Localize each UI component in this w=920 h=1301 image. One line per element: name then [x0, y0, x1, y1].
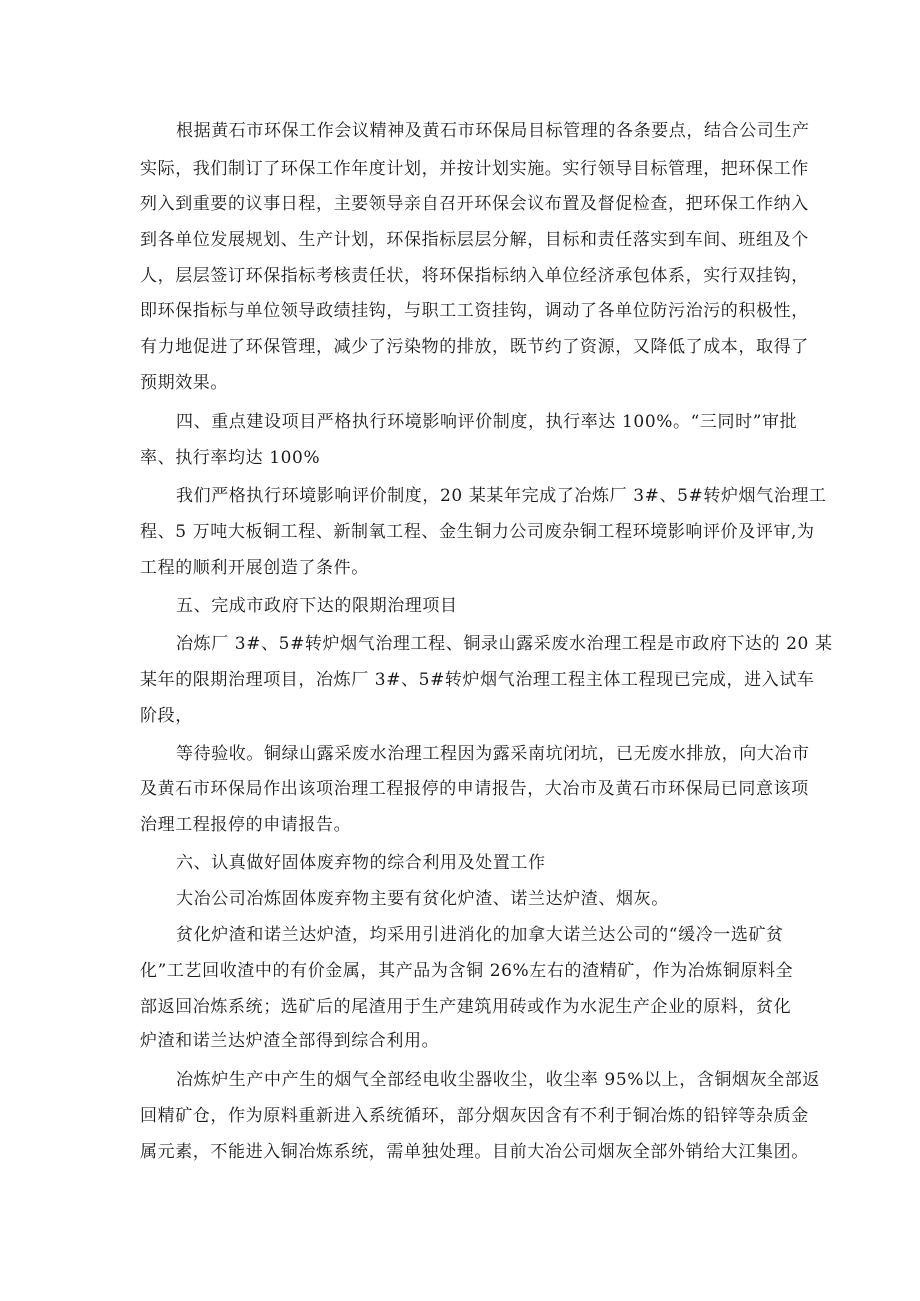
- text-line: 即环保指标与单位领导政绩挂钩，与职工工资挂钩，调动了各单位防污治污的积极性，: [140, 301, 809, 321]
- text-line: 阶段，: [140, 706, 193, 726]
- text-line: 炉渣和诺兰达炉渣全部得到综合利用。: [140, 1031, 440, 1051]
- text-line: 实际，我们制订了环保工作年度计划，并按计划实施。实行领导目标管理，把环保工作: [140, 159, 809, 179]
- text-line: 根据黄石市环保工作会议精神及黄石市环保局目标管理的各条要点，结合公司生产: [176, 121, 810, 141]
- text-line: 列入到重要的议事日程，主要领导亲自召开环保会议布置及督促检查，把环保工作纳入: [140, 194, 809, 214]
- text-line: 有力地促进了环保管理，减少了污染物的排放，既节约了资源，又降低了成本，取得了: [140, 337, 809, 357]
- text-line: 冶炼炉生产中产生的烟气全部经电收尘器收尘，收尘率 95%以上，含铜烟灰全部返: [176, 1070, 820, 1090]
- text-line: 及黄石市环保局作出该项治理工程报停的申请报告，大冶市及黄石市环保局已同意该项: [140, 779, 809, 799]
- section-heading: 四、重点建设项目严格执行环境影响评价制度，执行率达 100%。“三同时”审批: [176, 412, 798, 432]
- text-line: 预期效果。: [140, 373, 228, 393]
- text-line: 人，层层签订环保指标考核责任状，将环保指标纳入单位经济承包体系，实行双挂钩，: [140, 266, 809, 286]
- section-heading: 六、认真做好固体废弃物的综合利用及处置工作: [176, 853, 546, 873]
- text-line: 某年的限期治理项目，冶炼厂 3#、5#转炉烟气治理工程主体工程现已完成，进入试车: [140, 670, 815, 690]
- text-line: 部返回冶炼系统；选矿后的尾渣用于生产建筑用砖或作为水泥生产企业的原料，贫化: [140, 997, 792, 1017]
- text-line: 我们严格执行环境影响评价制度，20 某某年完成了冶炼厂 3#、5#转炉烟气治理工: [176, 486, 827, 506]
- text-line: 回精矿仓，作为原料重新进入系统循环，部分烟灰因含有不利于铜冶炼的铅锌等杂质金: [140, 1106, 809, 1126]
- text-line: 化”工艺回收渣中的有价金属，其产品为含铜 26%左右的渣精矿，作为冶炼铜原料全: [140, 961, 794, 981]
- text-line: 贫化炉渣和诺兰达炉渣，均采用引进消化的加拿大诺兰达公司的“缓冷一选矿贫: [176, 925, 784, 945]
- text-line: 属元素，不能进入铜冶炼系统，需单独处理。目前大冶公司烟灰全部外销给大江集团。: [140, 1142, 809, 1162]
- text-line: 工程的顺利开展创造了条件。: [140, 558, 369, 578]
- text-line: 程、5 万吨大板铜工程、新制氧工程、金生铜力公司废杂铜工程环境影响评价及评审,为: [140, 522, 815, 542]
- section-heading: 率、执行率均达 100%: [140, 448, 321, 468]
- text-line: 到各单位发展规划、生产计划，环保指标层层分解，目标和责任落实到车间、班组及个: [140, 230, 809, 250]
- section-heading: 五、完成市政府下达的限期治理项目: [176, 596, 458, 616]
- text-line: 等待验收。铜绿山露采废水治理工程因为露采南坑闭坑，已无废水排放，向大冶市: [176, 744, 810, 764]
- text-line: 冶炼厂 3#、5#转炉烟气治理工程、铜录山露采废水治理工程是市政府下达的 20 某: [176, 634, 833, 654]
- text-line: 治理工程报停的申请报告。: [140, 815, 352, 835]
- text-line: 大冶公司冶炼固体废弃物主要有贫化炉渣、诺兰达炉渣、烟灰。: [176, 889, 669, 909]
